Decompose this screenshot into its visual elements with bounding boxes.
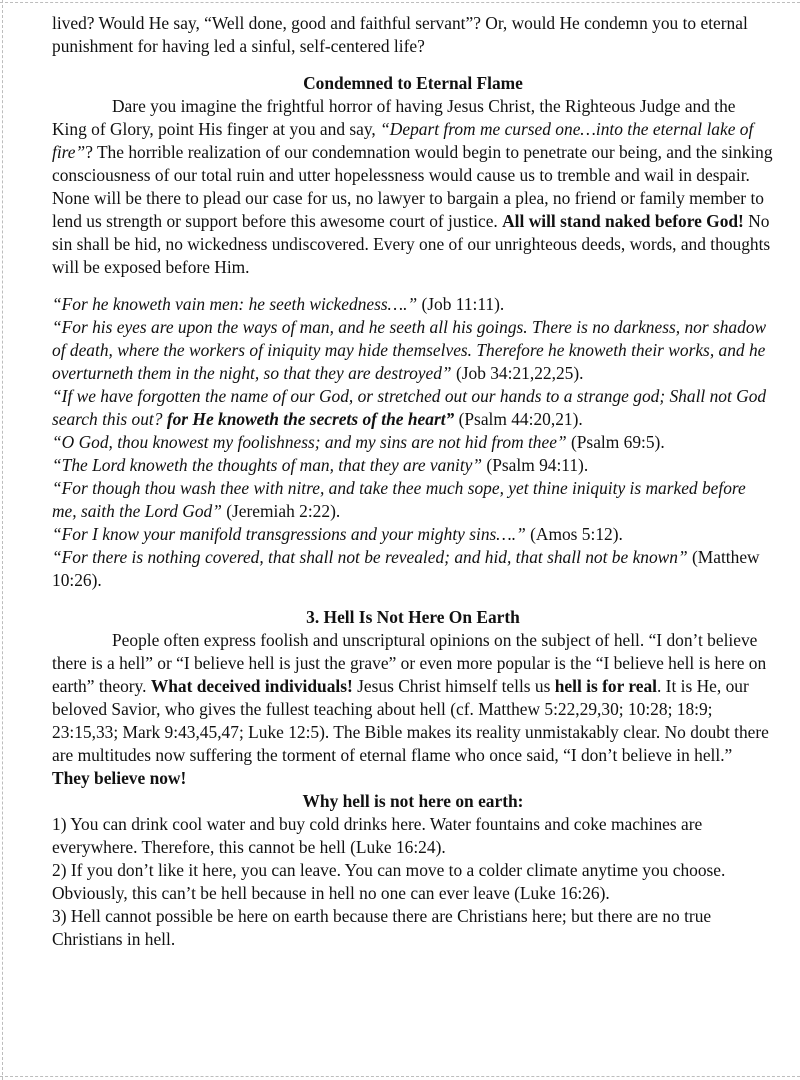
reason-item: 2) If you don’t like it here, you can leave. You can move to a colder climate anytime you choose. Obviously, this can’t be hell because in hell no one can ever leave (Luke 16:26). <box>52 860 726 903</box>
text-run: . It is He, our beloved Savior, who gives the fullest teaching about hell (cf. Matthew 5:22,29,30; 10:28; 18:9; 23:15,33; Mark 9:43,45,47; Luke 12:5). The Bible makes its reality unmistakably clear. No doubt there are multitudes now suffering the torment of eternal flame who once said, “I don’t believe in hell.” <box>52 676 769 765</box>
page-edge-bottom <box>0 1076 800 1077</box>
hell-paragraph <box>52 629 774 790</box>
scripture-item <box>52 316 774 385</box>
text-run: No sin shall be hid, no wickedness undiscovered. Every one of our unrighteous deeds, words, and thoughts will be exposed before Him. <box>52 211 771 277</box>
scripture-quote: “For he knoweth vain men: he seeth wickedness….” <box>52 294 418 314</box>
scripture-ref: (Job 34:21,22,25). <box>451 363 584 383</box>
scripture-ref: (Jeremiah 2:22). <box>221 501 341 521</box>
condemned-paragraph <box>52 95 774 279</box>
scripture-ref: (Amos 5:12). <box>525 524 623 544</box>
scripture-quote: “For I know your manifold transgressions and your mighty sins….” <box>52 524 526 544</box>
scripture-item <box>52 431 774 454</box>
intro-paragraph: lived? Would He say, “Well done, good and faithful servant”? Or, would He condemn you to eternal punishment for having led a sinful, self-centered life? <box>52 13 748 56</box>
section-heading-hell: 3. Hell Is Not Here On Earth <box>306 607 520 627</box>
scripture-quote: “For his eyes are upon the ways of man, and he seeth all his goings. There is no darkness, nor shadow of death, where the workers of iniquity may hide themselves. Therefore he knoweth their works, and he overturneth them in the night, so that they are destroyed” <box>52 317 767 383</box>
emphasis-run: All will stand naked before God! <box>502 211 744 231</box>
emphasis-run: hell is for real <box>554 676 657 696</box>
scripture-quote: “If we have forgotten the name of our God, or stretched out our hands to a strange god; Shall not God search this out? <box>52 386 767 429</box>
spacer <box>52 279 774 293</box>
scripture-quote: “The Lord knoweth the thoughts of man, that they are vanity” <box>52 455 483 475</box>
page-edge-left <box>2 0 3 1080</box>
scripture-ref: (Psalm 94:11). <box>482 455 589 475</box>
scripture-list <box>52 293 774 592</box>
scripture-emphasis: for He knoweth the secrets of the heart” <box>166 409 455 429</box>
scripture-ref: (Job 11:11). <box>417 294 505 314</box>
scripture-item <box>52 546 774 592</box>
scripture-ref: (Matthew 10:26). <box>52 547 760 590</box>
spacer <box>52 592 774 606</box>
scripture-item <box>52 293 774 316</box>
emphasis-run: They believe now! <box>52 768 187 788</box>
scripture-item <box>52 523 774 546</box>
text-run: ? The horrible realization of our condemnation would begin to penetrate our being, and the sinking consciousness of our total ruin and utter hopelessness would cause us to tremble and wail in despair. None will be there to plead our case for us, no lawyer to bargain a plea, no friend or family member to lend us strength or support before this awesome court of justice. <box>52 142 773 231</box>
scripture-ref: (Psalm 44:20,21). <box>454 409 583 429</box>
page-edge-top <box>0 2 800 3</box>
reason-list <box>52 813 774 951</box>
scripture-item <box>52 454 774 477</box>
sub-heading-reasons: Why hell is not here on earth: <box>302 791 524 811</box>
scripture-item <box>52 477 774 523</box>
scripture-quote: “For though thou wash thee with nitre, and take thee much sope, yet thine iniquity is marked before me, saith the Lord God” <box>52 478 746 521</box>
scripture-ref: (Psalm 69:5). <box>566 432 665 452</box>
quote-run: “Depart from me cursed one…into the eternal lake of fire” <box>52 119 754 162</box>
scripture-quote: “For there is nothing covered, that shall not be revealed; and hid, that shall not be known” <box>52 547 688 567</box>
reason-item: 1) You can drink cool water and buy cold drinks here. Water fountains and coke machines are everywhere. Therefore, this cannot be hell (Luke 16:24). <box>52 814 703 857</box>
scripture-item <box>52 385 774 431</box>
document-body <box>52 12 774 951</box>
spacer <box>52 58 774 72</box>
text-run: Jesus Christ himself tells us <box>352 676 555 696</box>
scripture-quote: “O God, thou knowest my foolishness; and my sins are not hid from thee” <box>52 432 567 452</box>
reason-item: 3) Hell cannot possible be here on earth because there are Christians here; but there are no true Christians in hell. <box>52 906 712 949</box>
emphasis-run: What deceived individuals! <box>150 676 353 696</box>
section-heading-condemned: Condemned to Eternal Flame <box>303 73 523 93</box>
text-run: Dare you imagine the frightful horror of having Jesus Christ, the Righteous Judge and the King of Glory, point His finger at you and say, <box>52 96 736 139</box>
text-run: People often express foolish and unscriptural opinions on the subject of hell. “I don’t believe there is a hell” or “I believe hell is just the grave” or even more popular is the “I believe hell is here on earth” theory. <box>52 630 767 696</box>
